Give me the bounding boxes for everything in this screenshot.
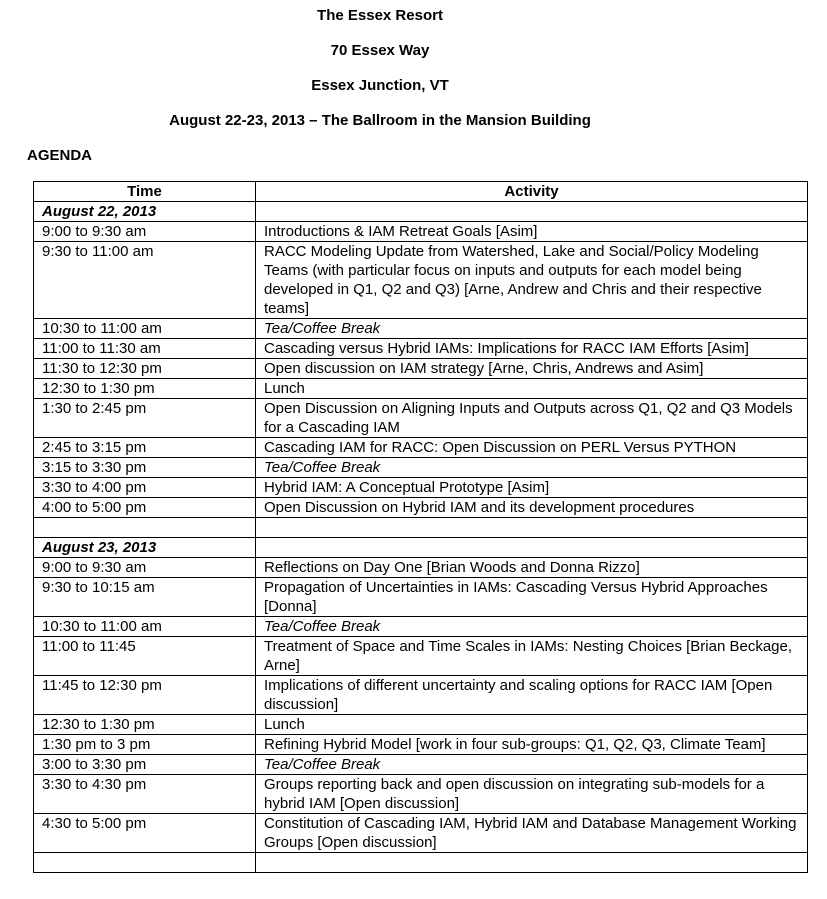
table-row <box>34 242 808 319</box>
table-row <box>34 359 808 379</box>
activity-cell: Cascading versus Hybrid IAMs: Implications for RACC IAM Efforts [Asim] <box>256 339 808 359</box>
table-row <box>34 715 808 735</box>
time-cell: 3:30 to 4:00 pm <box>34 478 256 498</box>
activity-cell: Introductions & IAM Retreat Goals [Asim] <box>256 222 808 242</box>
agenda-heading: AGENDA <box>27 147 93 164</box>
day-date: August 22, 2013 <box>34 202 256 222</box>
table-row <box>34 814 808 853</box>
activity-cell: Hybrid IAM: A Conceptual Prototype [Asim] <box>256 478 808 498</box>
time-cell: 1:30 to 2:45 pm <box>34 399 256 438</box>
activity-cell: Tea/Coffee Break <box>256 617 808 637</box>
time-cell: 9:30 to 10:15 am <box>34 578 256 617</box>
activity-cell: Open Discussion on Hybrid IAM and its development procedures <box>256 498 808 518</box>
table-row <box>34 438 808 458</box>
activity-cell: Tea/Coffee Break <box>256 458 808 478</box>
activity-cell: Open discussion on IAM strategy [Arne, Chris, Andrews and Asim] <box>256 359 808 379</box>
time-cell: 10:30 to 11:00 am <box>34 319 256 339</box>
activity-cell: Constitution of Cascading IAM, Hybrid IAM and Database Management Working Groups [Open discussion] <box>256 814 808 853</box>
activity-cell: RACC Modeling Update from Watershed, Lake and Social/Policy Modeling Teams (with particular focus on inputs and outputs for each model being developed in Q1, Q2 and Q3) [Arne, Andrew and Chris and their respective teams] <box>256 242 808 319</box>
spacer-row <box>34 518 808 538</box>
activity-cell: Implications of different uncertainty and scaling options for RACC IAM [Open discussion] <box>256 676 808 715</box>
time-cell: 9:00 to 9:30 am <box>34 558 256 578</box>
time-cell: 12:30 to 1:30 pm <box>34 715 256 735</box>
table-row <box>34 775 808 814</box>
time-cell: 3:15 to 3:30 pm <box>34 458 256 478</box>
activity-cell: Open Discussion on Aligning Inputs and Outputs across Q1, Q2 and Q3 Models for a Cascading IAM <box>256 399 808 438</box>
table-row <box>34 458 808 478</box>
table-row <box>34 676 808 715</box>
activity-cell: Reflections on Day One [Brian Woods and Donna Rizzo] <box>256 558 808 578</box>
day-header-row <box>34 538 808 558</box>
column-header-activity: Activity <box>256 182 808 202</box>
table-row <box>34 578 808 617</box>
day-header-row <box>34 202 808 222</box>
time-cell: 3:00 to 3:30 pm <box>34 755 256 775</box>
event-dates-location: August 22-23, 2013 – The Ballroom in the Mansion Building <box>169 112 591 129</box>
agenda-table <box>33 181 808 873</box>
table-row <box>34 379 808 399</box>
time-cell: 11:00 to 11:45 <box>34 637 256 676</box>
activity-cell: Tea/Coffee Break <box>256 319 808 339</box>
day-date: August 23, 2013 <box>34 538 256 558</box>
time-cell: 9:30 to 11:00 am <box>34 242 256 319</box>
venue-city: Essex Junction, VT <box>311 77 449 94</box>
table-row <box>34 498 808 518</box>
activity-cell: Treatment of Space and Time Scales in IAMs: Nesting Choices [Brian Beckage, Arne] <box>256 637 808 676</box>
table-row <box>34 735 808 755</box>
time-cell: 4:00 to 5:00 pm <box>34 498 256 518</box>
table-row <box>34 617 808 637</box>
time-cell: 11:00 to 11:30 am <box>34 339 256 359</box>
table-header-row <box>34 182 808 202</box>
activity-cell: Lunch <box>256 379 808 399</box>
table-row <box>34 478 808 498</box>
time-cell: 3:30 to 4:30 pm <box>34 775 256 814</box>
activity-cell: Refining Hybrid Model [work in four sub-groups: Q1, Q2, Q3, Climate Team] <box>256 735 808 755</box>
activity-cell: Propagation of Uncertainties in IAMs: Cascading Versus Hybrid Approaches [Donna] <box>256 578 808 617</box>
table-row <box>34 755 808 775</box>
activity-cell: Groups reporting back and open discussion on integrating sub-models for a hybrid IAM [Open discussion] <box>256 775 808 814</box>
time-cell: 4:30 to 5:00 pm <box>34 814 256 853</box>
venue-address: 70 Essex Way <box>330 42 430 59</box>
time-cell: 12:30 to 1:30 pm <box>34 379 256 399</box>
activity-cell: Tea/Coffee Break <box>256 755 808 775</box>
time-cell: 11:45 to 12:30 pm <box>34 676 256 715</box>
activity-cell: Lunch <box>256 715 808 735</box>
venue-name: The Essex Resort <box>317 7 443 24</box>
time-cell: 10:30 to 11:00 am <box>34 617 256 637</box>
activity-cell: Cascading IAM for RACC: Open Discussion on PERL Versus PYTHON <box>256 438 808 458</box>
time-cell: 11:30 to 12:30 pm <box>34 359 256 379</box>
time-cell: 1:30 pm to 3 pm <box>34 735 256 755</box>
table-row <box>34 222 808 242</box>
spacer-row <box>34 853 808 873</box>
table-row <box>34 637 808 676</box>
table-row <box>34 319 808 339</box>
time-cell: 9:00 to 9:30 am <box>34 222 256 242</box>
time-cell: 2:45 to 3:15 pm <box>34 438 256 458</box>
column-header-time: Time <box>34 182 256 202</box>
table-row <box>34 399 808 438</box>
table-row <box>34 558 808 578</box>
table-row <box>34 339 808 359</box>
